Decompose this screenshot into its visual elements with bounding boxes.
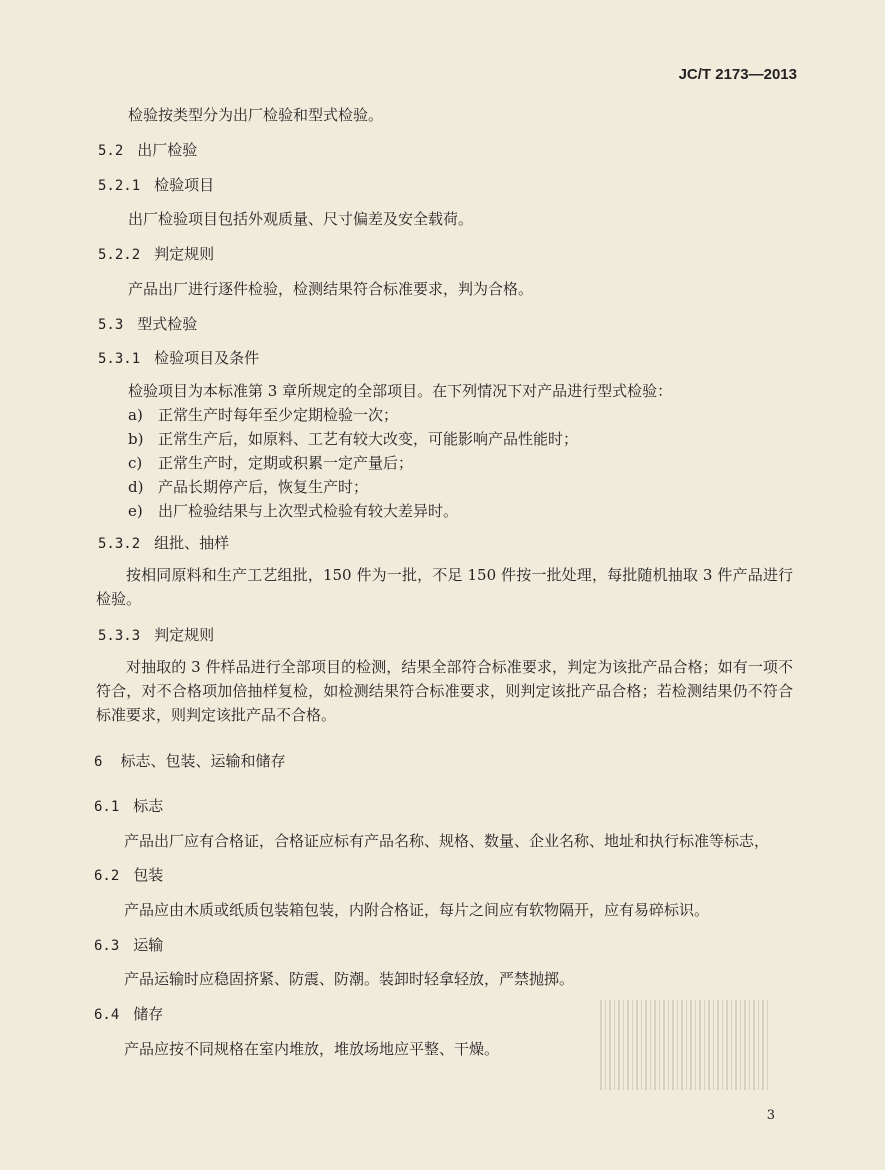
heading-6-2: 6.2 包装 <box>94 866 164 884</box>
heading-5-2-2: 5.2.2 判定规则 <box>98 245 215 263</box>
page-number: 3 <box>766 1108 775 1123</box>
paragraph-6-3: 产品运输时应稳固挤紧、防震、防潮。装卸时轻拿轻放，严禁抛掷。 <box>124 970 575 988</box>
standard-code: JC/T 2173—2013 <box>678 66 797 83</box>
list-item: a) 正常生产时每年至少定期检验一次； <box>128 406 399 424</box>
heading-6-3: 6.3 运输 <box>94 936 164 954</box>
heading-5-3-2: 5.3.2 组批、抽样 <box>98 534 230 552</box>
heading-6-1: 6.1 标志 <box>94 797 164 815</box>
list-item: b) 正常生产后，如原料、工艺有较大改变，可能影响产品性能时； <box>128 430 579 448</box>
bleed-through-barcode <box>600 1000 770 1090</box>
heading-6-4: 6.4 储存 <box>94 1005 164 1023</box>
heading-5-2: 5.2 出厂检验 <box>98 141 198 159</box>
paragraph-5-3-1: 检验项目为本标准第 3 章所规定的全部项目。在下列情况下对产品进行型式检验： <box>128 382 673 400</box>
heading-5-3-1: 5.3.1 检验项目及条件 <box>98 349 260 367</box>
heading-5-3: 5.3 型式检验 <box>98 315 198 333</box>
paragraph-5-2-1: 出厂检验项目包括外观质量、尺寸偏差及安全载荷。 <box>128 210 474 228</box>
intro-text: 检验按类型分为出厂检验和型式检验。 <box>128 106 384 124</box>
list-item: d) 产品长期停产后，恢复生产时； <box>128 478 369 496</box>
heading-6: 6 标志、包装、运输和储存 <box>94 752 286 770</box>
bleed-through-mark <box>0 30 20 290</box>
paragraph-6-1: 产品出厂应有合格证，合格证应标有产品名称、规格、数量、企业名称、地址和执行标准等标志， <box>124 832 770 850</box>
paragraph-5-3-3: 对抽取的 3 件样品进行全部项目的检测，结果全部符合标准要求，判定为该批产品合格；如有一项不符合，对不合格项加倍抽样复检，如检测结果符合标准要求，则判定该批产品合格；若检测结果仍不符合标准要求，则判定该批产品不合格。 <box>96 658 793 724</box>
list-item: c) 正常生产时，定期或积累一定产量后； <box>128 454 414 472</box>
paragraph-5-3-2: 按相同原料和生产工艺组批，150 件为一批，不足 150 件按一批处理，每批随机抽取 3 件产品进行检验。 <box>96 566 793 608</box>
paragraph-6-4: 产品应按不同规格在室内堆放，堆放场地应平整、干燥。 <box>124 1040 500 1058</box>
heading-5-2-1: 5.2.1 检验项目 <box>98 176 215 194</box>
paragraph-5-2-2: 产品出厂进行逐件检验，检测结果符合标准要求，判为合格。 <box>128 280 534 298</box>
paragraph-6-2: 产品应由木质或纸质包装箱包装，内附合格证，每片之间应有软物隔开，应有易碎标识。 <box>124 901 710 919</box>
list-item: e) 出厂检验结果与上次型式检验有较大差异时。 <box>128 502 459 520</box>
heading-5-3-3: 5.3.3 判定规则 <box>98 626 215 644</box>
